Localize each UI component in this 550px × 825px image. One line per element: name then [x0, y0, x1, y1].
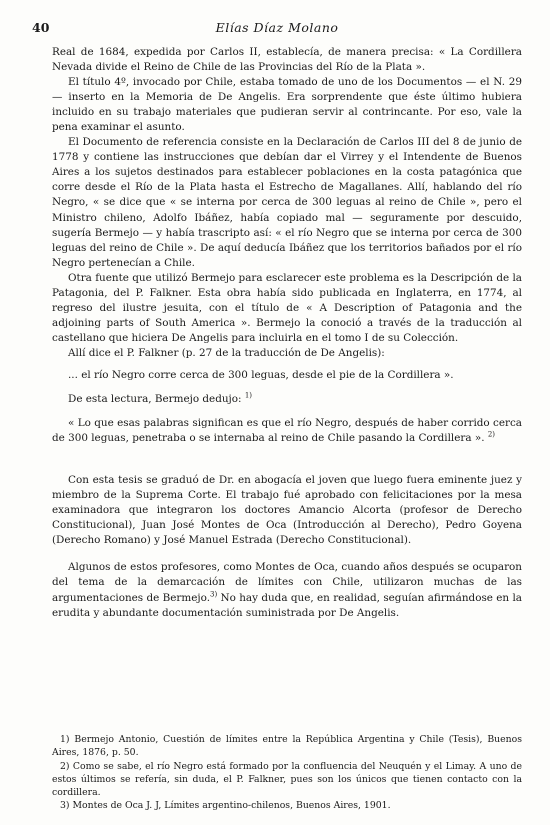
- paragraph: [52, 392, 522, 407]
- footnote: 3) Montes de Oca J. J, Límites argentino-chilenos, Buenos Aires, 1901.: [60, 800, 391, 812]
- block-quote: ... el río Negro corre cerca de 300 leguas, desde el pie de la Cordillera ».: [68, 368, 454, 381]
- footnote: 1) Bermejo Antonio, Cuestión de límites entre la República Argentina y Chile (Tesis), Buenos Aires, 1876, p. 50.: [52, 734, 522, 759]
- paragraph: Con esta tesis se graduó de Dr. en abogacía el joven que luego fuera eminente juez y miembro de la Suprema Corte. El trabajo fué aprobado con felicitaciones por la mesa examinadora que integraron los doctores Amancio Alcorta (profesor de Derecho Constitucional), Juan José Montes de Oca (Introducción al Derecho), Pedro Goyena (Derecho Romano) y José Manuel Estrada (Derecho Constitucional).: [52, 474, 522, 547]
- paragraph-text: Algunos de estos profesores, como Montes de Oca, cuando años después se ocuparon del tema de la demarcación de límites con Chile, utilizaron muchas de las argumentaciones de Bermejo.: [52, 561, 522, 604]
- paragraph: Real de 1684, expedida por Carlos II, establecía, de manera precisa: « La Cordillera Nevada divide el Reino de Chile de las Provincias del Río de la Plata ».: [52, 46, 522, 74]
- footnote: 2) Como se sabe, el río Negro está formado por la confluencia del Neuquén y el Limay. A uno de estos últimos se refería, sin duda, el P. Falkner, pues son los únicos que tienen contacto con la cordillera.: [52, 760, 522, 799]
- footnotes: [52, 733, 522, 813]
- paragraph: El título 4º, invocado por Chile, estaba tomado de uno de los Documentos — el N. 29 — inserto en la Memoria de De Angelis. Era sorprendente que éste último hubiera incluido en su trabajo materiales que pudieran servir al contrincante. Por eso, vale la pena examinar el asunto.: [52, 76, 522, 134]
- paragraph-text: No hay duda que, en realidad, seguían afirmándose en la erudita y abundante documentación suministrada por De Angelis.: [52, 591, 522, 619]
- body-text: [52, 45, 522, 621]
- paragraph-text: De esta lectura, Bermejo dedujo:: [68, 393, 245, 406]
- footnote-ref: 1): [244, 391, 253, 400]
- paragraph: [52, 560, 522, 620]
- page-number: 40: [32, 20, 50, 35]
- page-header: [32, 20, 522, 36]
- footnote-ref: 3): [210, 590, 218, 599]
- running-title: Elías Díaz Molano: [215, 20, 339, 35]
- quote-text: « Lo que esas palabras significan es que el río Negro, después de haber corrido cerca de 300 leguas, penetraba o se internaba al reino de Chile pasando la Cordillera ».: [52, 417, 522, 445]
- block-quote: [52, 416, 522, 446]
- paragraph: Otra fuente que utilizó Bermejo para esclarecer este problema es la Descripción de la Patagonia, del P. Falkner. Esta obra había sido publicada en Inglaterra, en 1774, al regreso del ilustre jesuita, con el título de « A Description of Patagonia and the adjoining parts of South America ». Bermejo la conoció a través de la traducción al castellano que hiciera De Angelis para incluirla en el tomo I de su Colección.: [52, 271, 522, 344]
- footnote-ref: 2): [487, 430, 496, 439]
- paragraph: El Documento de referencia consiste en la Declaración de Carlos III del 8 de junio de 1778 y contiene las instrucciones que debían dar el Virrey y el Intendente de Buenos Aires a los sujetos destinados para establecer poblaciones en la costa patagónica que corre desde el Río de la Plata hasta el Estrecho de Magallanes. Allí, hablando del río Negro, « se dice que « se interna por cerca de 300 leguas al reino de Chile », pero el Ministro chileno, Adolfo Ibáñez, había copiado mal — seguramente por descuido, sugería Bermejo — y había trascripto así: « el río Negro que se interna por cerca de 300 leguas del reino de Chile ». De aquí deducía Ibáñez que los territorios bañados por el río Negro pertenecían a Chile.: [52, 136, 522, 269]
- paragraph: Allí dice el P. Falkner (p. 27 de la traducción de De Angelis):: [68, 346, 385, 359]
